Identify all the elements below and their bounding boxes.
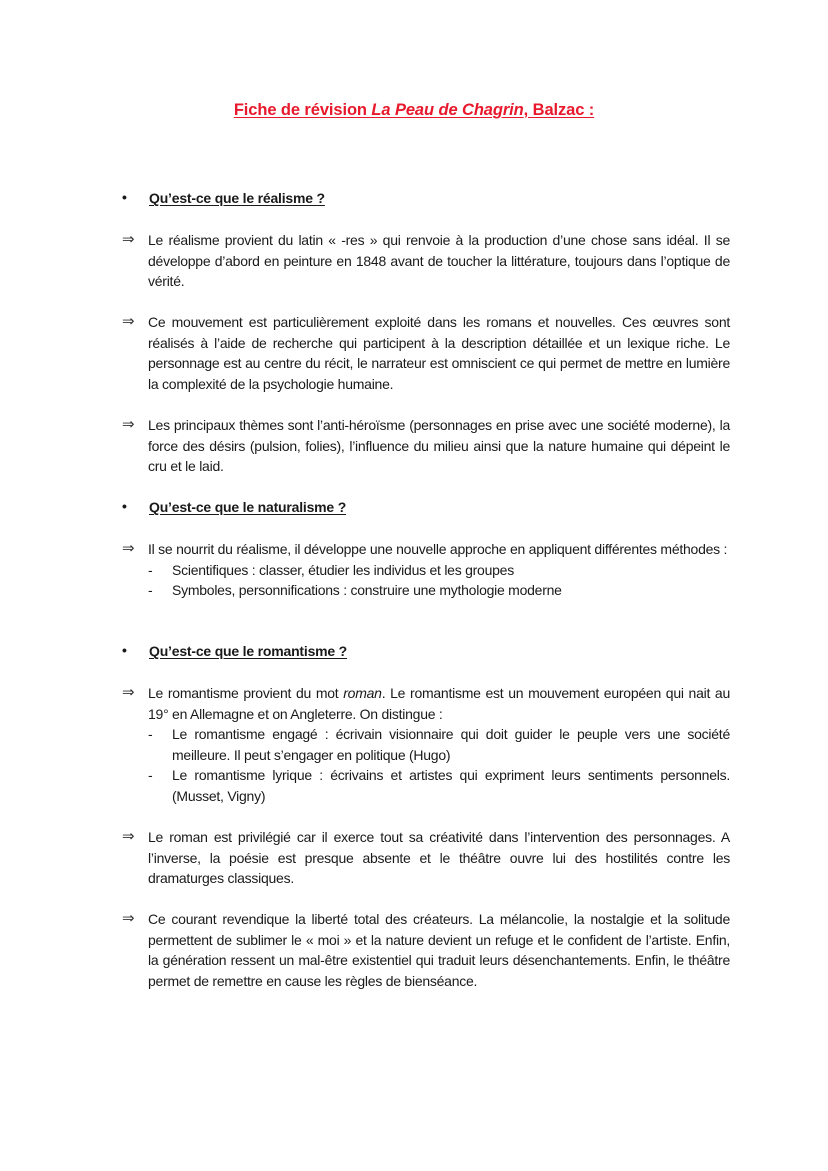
document-title — [0, 101, 828, 120]
title-prefix: Fiche de révision — [233, 101, 372, 119]
arrow-right-icon: ⇒ — [122, 540, 135, 557]
list-item — [148, 580, 730, 601]
dash-marker: - — [148, 561, 153, 578]
bullet-icon: • — [122, 189, 127, 205]
dash-marker: - — [148, 767, 153, 783]
list-item-text: Symboles, personnifications : construire une mythologie moderne — [172, 582, 562, 598]
arrow-right-icon: ⇒ — [122, 684, 135, 701]
paragraph-text: Les principaux thèmes sont l’anti-héroïsme (personnages en prise avec une société moderne), la force des désirs (pulsion, folies), l’influence du milieu ainsi que la nature humaine qui dépeint le cru et le laid. — [148, 417, 730, 474]
dash-marker: - — [148, 582, 153, 598]
arrow-right-icon: ⇒ — [122, 828, 135, 845]
arrow-right-icon: ⇒ — [122, 313, 135, 330]
list-item-text: Le romantisme engagé : écrivain visionnaire qui doit guider le peuple vers une société meilleure. Il peut s’engager en politique (Hugo) — [172, 726, 730, 763]
arrow-right-icon: ⇒ — [122, 416, 135, 433]
list-item — [148, 724, 730, 765]
dash-marker: - — [148, 726, 153, 742]
arrow-right-icon: ⇒ — [122, 910, 135, 927]
paragraph-text: Il se nourrit du réalisme, il développe une nouvelle approche en appliquent différentes méthodes : — [148, 541, 728, 557]
list-item — [148, 560, 730, 581]
section-heading-text: Qu’est-ce que le naturalisme ? — [149, 499, 347, 515]
text-run: Le romantisme provient du mot — [148, 685, 344, 701]
paragraph-text: Le roman est privilégié car il exerce tout sa créativité dans l’intervention des personnages. A l’inverse, la poésie est presque absente et le théâtre ouvre lui des hostilités contre les dramaturges classiques. — [148, 829, 730, 886]
paragraph — [122, 415, 730, 477]
list-item — [148, 765, 730, 806]
paragraph-text — [148, 683, 730, 724]
paragraph — [122, 683, 730, 806]
title-suffix: , Balzac : — [523, 101, 595, 119]
italic-word: roman — [343, 685, 382, 701]
arrow-right-icon: ⇒ — [122, 231, 135, 248]
paragraph-text: Ce courant revendique la liberté total des créateurs. La mélancolie, la nostalgie et la solitude permettent de sublimer le « moi » et la nature devient un refuge et le confident de l’artiste. Enfin, la génération ressent un mal-être existentiel qui traduit leurs désenchantements. Enfin, le théâtre permet de remettre en cause les règles de bienséance. — [148, 911, 730, 989]
paragraph — [122, 312, 730, 394]
list-item-text: Scientifiques : classer, étudier les individus et les groupes — [172, 561, 514, 578]
list-item-text: Le romantisme lyrique : écrivains et artistes qui expriment leurs sentiments personnels. (Musset, Vigny) — [172, 767, 730, 804]
paragraph — [122, 827, 730, 889]
bullet-icon: • — [122, 498, 127, 514]
paragraph — [122, 909, 730, 991]
paragraph — [122, 539, 730, 601]
title-book-name: La Peau de Chagrin — [371, 101, 524, 119]
paragraph-text: Le réalisme provient du latin « -res » qui renvoie à la production d’une chose sans idéal. Il se développe d’abord en peinture en 1848 avant de toucher la littérature, toujours dans l’optique de vérité. — [148, 232, 730, 289]
bullet-icon: • — [122, 642, 127, 658]
section-heading-text: Qu’est-ce que le romantisme ? — [149, 643, 348, 659]
section-heading-text: Qu’est-ce que le réalisme ? — [149, 190, 325, 206]
text-run: . Le romantisme est un mouvement européen qui nait au 19° en Allemagne et on Angleterre. On distingue : — [148, 685, 730, 722]
paragraph — [122, 230, 730, 292]
paragraph-text: Ce mouvement est particulièrement exploité dans les romans et nouvelles. Ces œuvres sont réalisés à l’aide de recherche qui participent à la description détaillée et un lexique riche. Le personnage est au centre du récit, le narrateur est omniscient ce qui permet de mettre en lumière la complexité de la psychologie humaine. — [148, 314, 730, 392]
